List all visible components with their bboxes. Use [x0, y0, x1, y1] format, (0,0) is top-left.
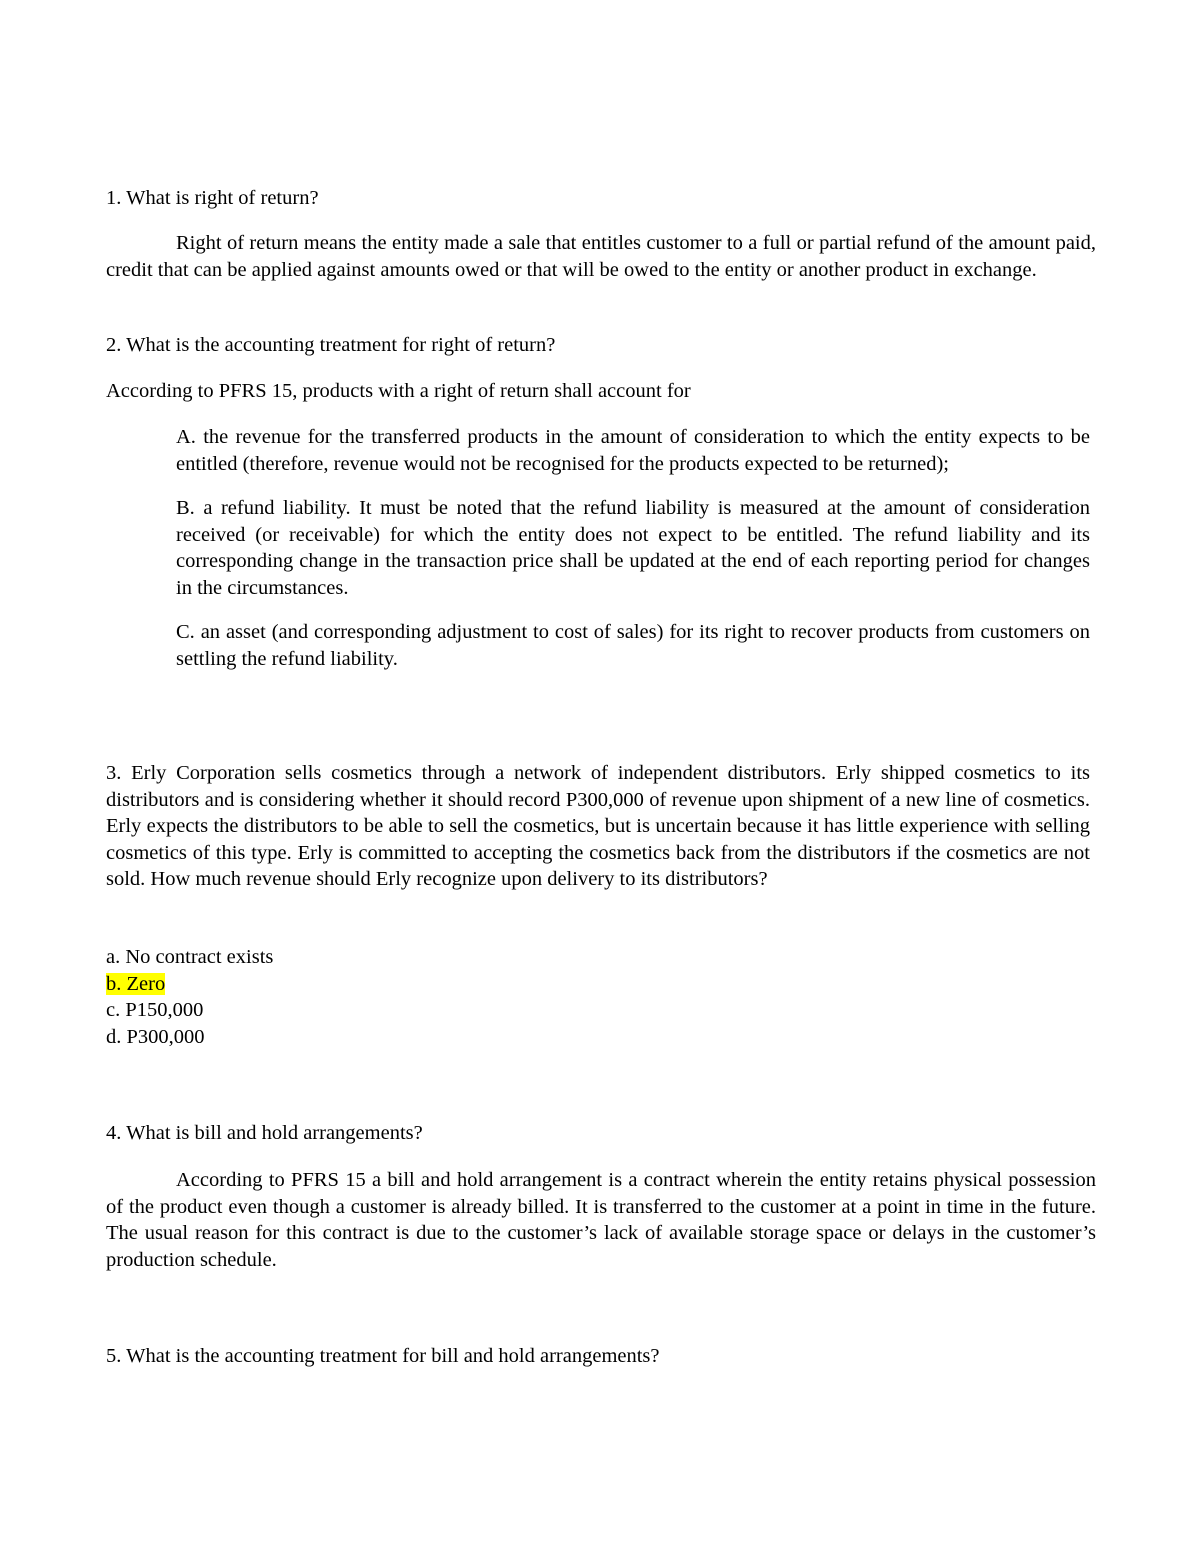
- question-1: 1. What is right of return?: [106, 187, 319, 209]
- answer-2-list: [176, 424, 1090, 690]
- answer-2-intro: According to PFRS 15, products with a right of return shall account for: [106, 380, 691, 402]
- answer-2-item-c: C. an asset (and corresponding adjustment to cost of sales) for its right to recover products from customers on settling the refund liability.: [176, 621, 1090, 670]
- option-b: [106, 971, 506, 998]
- question-2: 2. What is the accounting treatment for right of return?: [106, 334, 556, 356]
- option-c: c. P150,000: [106, 999, 204, 1021]
- answer-2-item-a: A. the revenue for the transferred products in the amount of consideration to which the entity expects to be entitled (therefore, revenue would not be recognised for the products expected to be returned);: [176, 426, 1090, 475]
- question-3: 3. Erly Corporation sells cosmetics through a network of independent distributors. Erly shipped cosmetics to its distributors and is considering whether it should record P300,000 of revenue upon shipment of a new line of cosmetics. Erly expects the distributors to be able to sell the cosmetics, but is uncertain because it has little experience with selling cosmetics of this type. Erly is committed to accepting the cosmetics back from the distributors if the cosmetics are not sold. How much revenue should Erly recognize upon delivery to its distributors?: [106, 762, 1090, 890]
- answer-1: Right of return means the entity made a sale that entitles customer to a full or partial refund of the amount paid, credit that can be applied against amounts owed or that will be owed to the entity or another product in exchange.: [106, 232, 1096, 281]
- highlighted-answer: b. Zero: [106, 972, 166, 995]
- option-a: a. No contract exists: [106, 946, 274, 968]
- answer-2-item-b: B. a refund liability. It must be noted that the refund liability is measured at the amount of consideration received (or receivable) for which the entity does not expect to be entitled. The refund liability and its corresponding change in the transaction price shall be updated at the end of each reporting period for changes in the circumstances.: [176, 497, 1090, 599]
- option-d: d. P300,000: [106, 1025, 205, 1048]
- answer-4: According to PFRS 15 a bill and hold arrangement is a contract wherein the entity retains physical possession of the product even though a customer is already billed. It is transferred to the customer at a point in time in the future. The usual reason for this contract is due to the customer’s lack of available storage space or delays in the customer’s production schedule.: [106, 1169, 1096, 1271]
- question-4: 4. What is bill and hold arrangements?: [106, 1122, 423, 1144]
- question-3-options: [106, 944, 506, 1050]
- question-5: 5. What is the accounting treatment for bill and hold arrangements?: [106, 1345, 660, 1367]
